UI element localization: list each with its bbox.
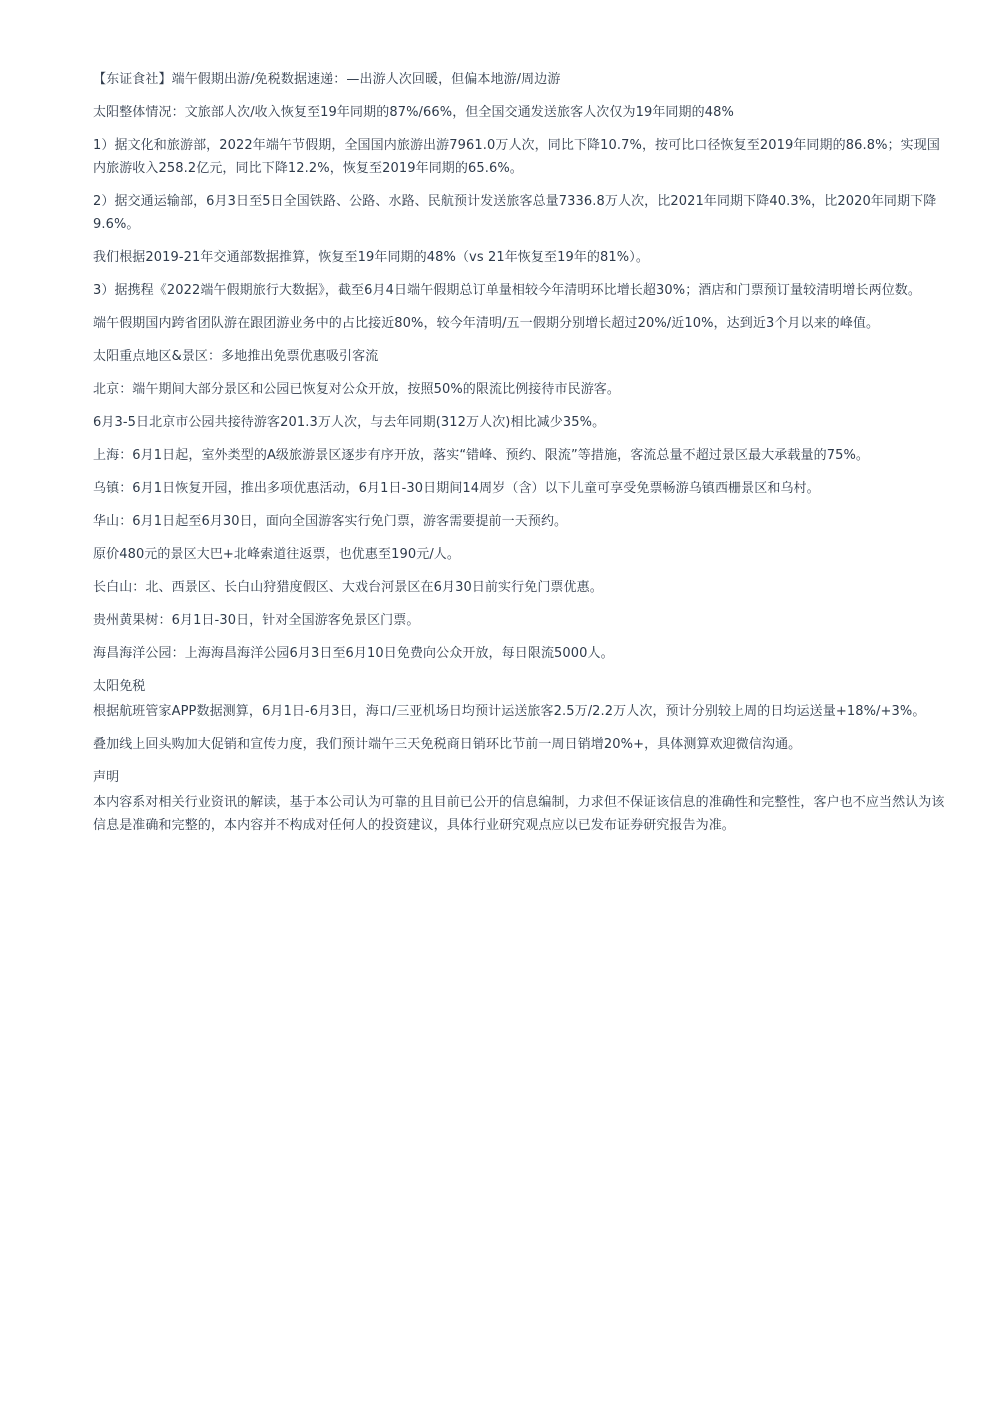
paragraph-huangguoshu: 贵州黄果树：6月1日-30日，针对全国游客免景区门票。	[93, 613, 420, 628]
paragraph-disclaimer: 本内容系对相关行业资讯的解读，基于本公司认为可靠的且目前已公开的信息编制，力求但不保证该信息的准确性和完整性，客户也不应当然认为该信息是准确和完整的，本内容并不构成对任何人的投资建议，具体行业研究观点应以已发布证券研究报告为准。	[93, 795, 945, 833]
paragraph-beijing-parks: 6月3-5日北京市公园共接待游客201.3万人次，与去年同期(312万人次)相比减少35%。	[93, 415, 606, 430]
paragraph-transport: 2）据交通运输部，6月3日至5日全国铁路、公路、水路、民航预计发送旅客总量7336.8万人次，比2021年同期下降40.3%，比2020年同期下降9.6%。	[93, 194, 937, 232]
paragraph-shanghai: 上海：6月1日起，室外类型的A级旅游景区逐步有序开放，落实“错峰、预约、限流”等措施，客流总量不超过景区最大承载量的75%。	[93, 448, 869, 463]
paragraph-group-tour: 端午假期国内跨省团队游在跟团游业务中的占比接近80%，较今年清明/五一假期分别增长超过20%/近10%，达到近3个月以来的峰值。	[93, 316, 880, 331]
section-heading-duty-free: 太阳免税	[93, 679, 146, 694]
section-heading-regions: 太阳重点地区&景区：多地推出免票优惠吸引客流	[93, 349, 379, 364]
document-body	[93, 68, 945, 837]
paragraph-huashan: 华山：6月1日起至6月30日，面向全国游客实行免门票，游客需要提前一天预约。	[93, 514, 568, 529]
paragraph-duty-free-forecast: 叠加线上回头购加大促销和宣传力度，我们预计端午三天免税商日销环比节前一周日销增20%+，具体测算欢迎微信沟通。	[93, 737, 802, 752]
section-heading-disclaimer: 声明	[93, 770, 120, 785]
paragraph-flight-data: 根据航班管家APP数据测算，6月1日-6月3日，海口/三亚机场日均预计运送旅客2.5万/2.2万人次，预计分别较上周的日均运送量+18%/+3%。	[93, 704, 926, 719]
paragraph-estimate: 我们根据2019-21年交通部数据推算，恢复至19年同期的48%（vs 21年恢复至19年的81%）。	[93, 250, 649, 265]
paragraph-overview: 太阳整体情况：文旅部人次/收入恢复至19年同期的87%/66%，但全国交通发送旅客人次仅为19年同期的48%	[93, 105, 734, 120]
paragraph-ctrip: 3）据携程《2022端午假期旅行大数据》，截至6月4日端午假期总订单量相较今年清明环比增长超30%；酒店和门票预订量较清明增长两位数。	[93, 283, 921, 298]
document-title: 【东证食社】端午假期出游/免税数据速递：—出游人次回暖，但偏本地游/周边游	[93, 72, 561, 87]
paragraph-huashan-ticket: 原价480元的景区大巴+北峰索道往返票，也优惠至190元/人。	[93, 547, 460, 562]
paragraph-wuzhen: 乌镇：6月1日恢复开园，推出多项优惠活动，6月1日-30日期间14周岁（含）以下儿童可享受免票畅游乌镇西栅景区和乌村。	[93, 481, 820, 496]
paragraph-beijing: 北京：端午期间大部分景区和公园已恢复对公众开放，按照50%的限流比例接待市民游客。	[93, 382, 620, 397]
paragraph-changbaishan: 长白山：北、西景区、长白山狩猎度假区、大戏台河景区在6月30日前实行免门票优惠。	[93, 580, 603, 595]
paragraph-haichang: 海昌海洋公园：上海海昌海洋公园6月3日至6月10日免费向公众开放，每日限流5000人。	[93, 646, 614, 661]
paragraph-culture-tourism: 1）据文化和旅游部，2022年端午节假期，全国国内旅游出游7961.0万人次，同比下降10.7%，按可比口径恢复至2019年同期的86.8%；实现国内旅游收入258.2亿元，同比下降12.2%，恢复至2019年同期的65.6%。	[93, 138, 940, 176]
